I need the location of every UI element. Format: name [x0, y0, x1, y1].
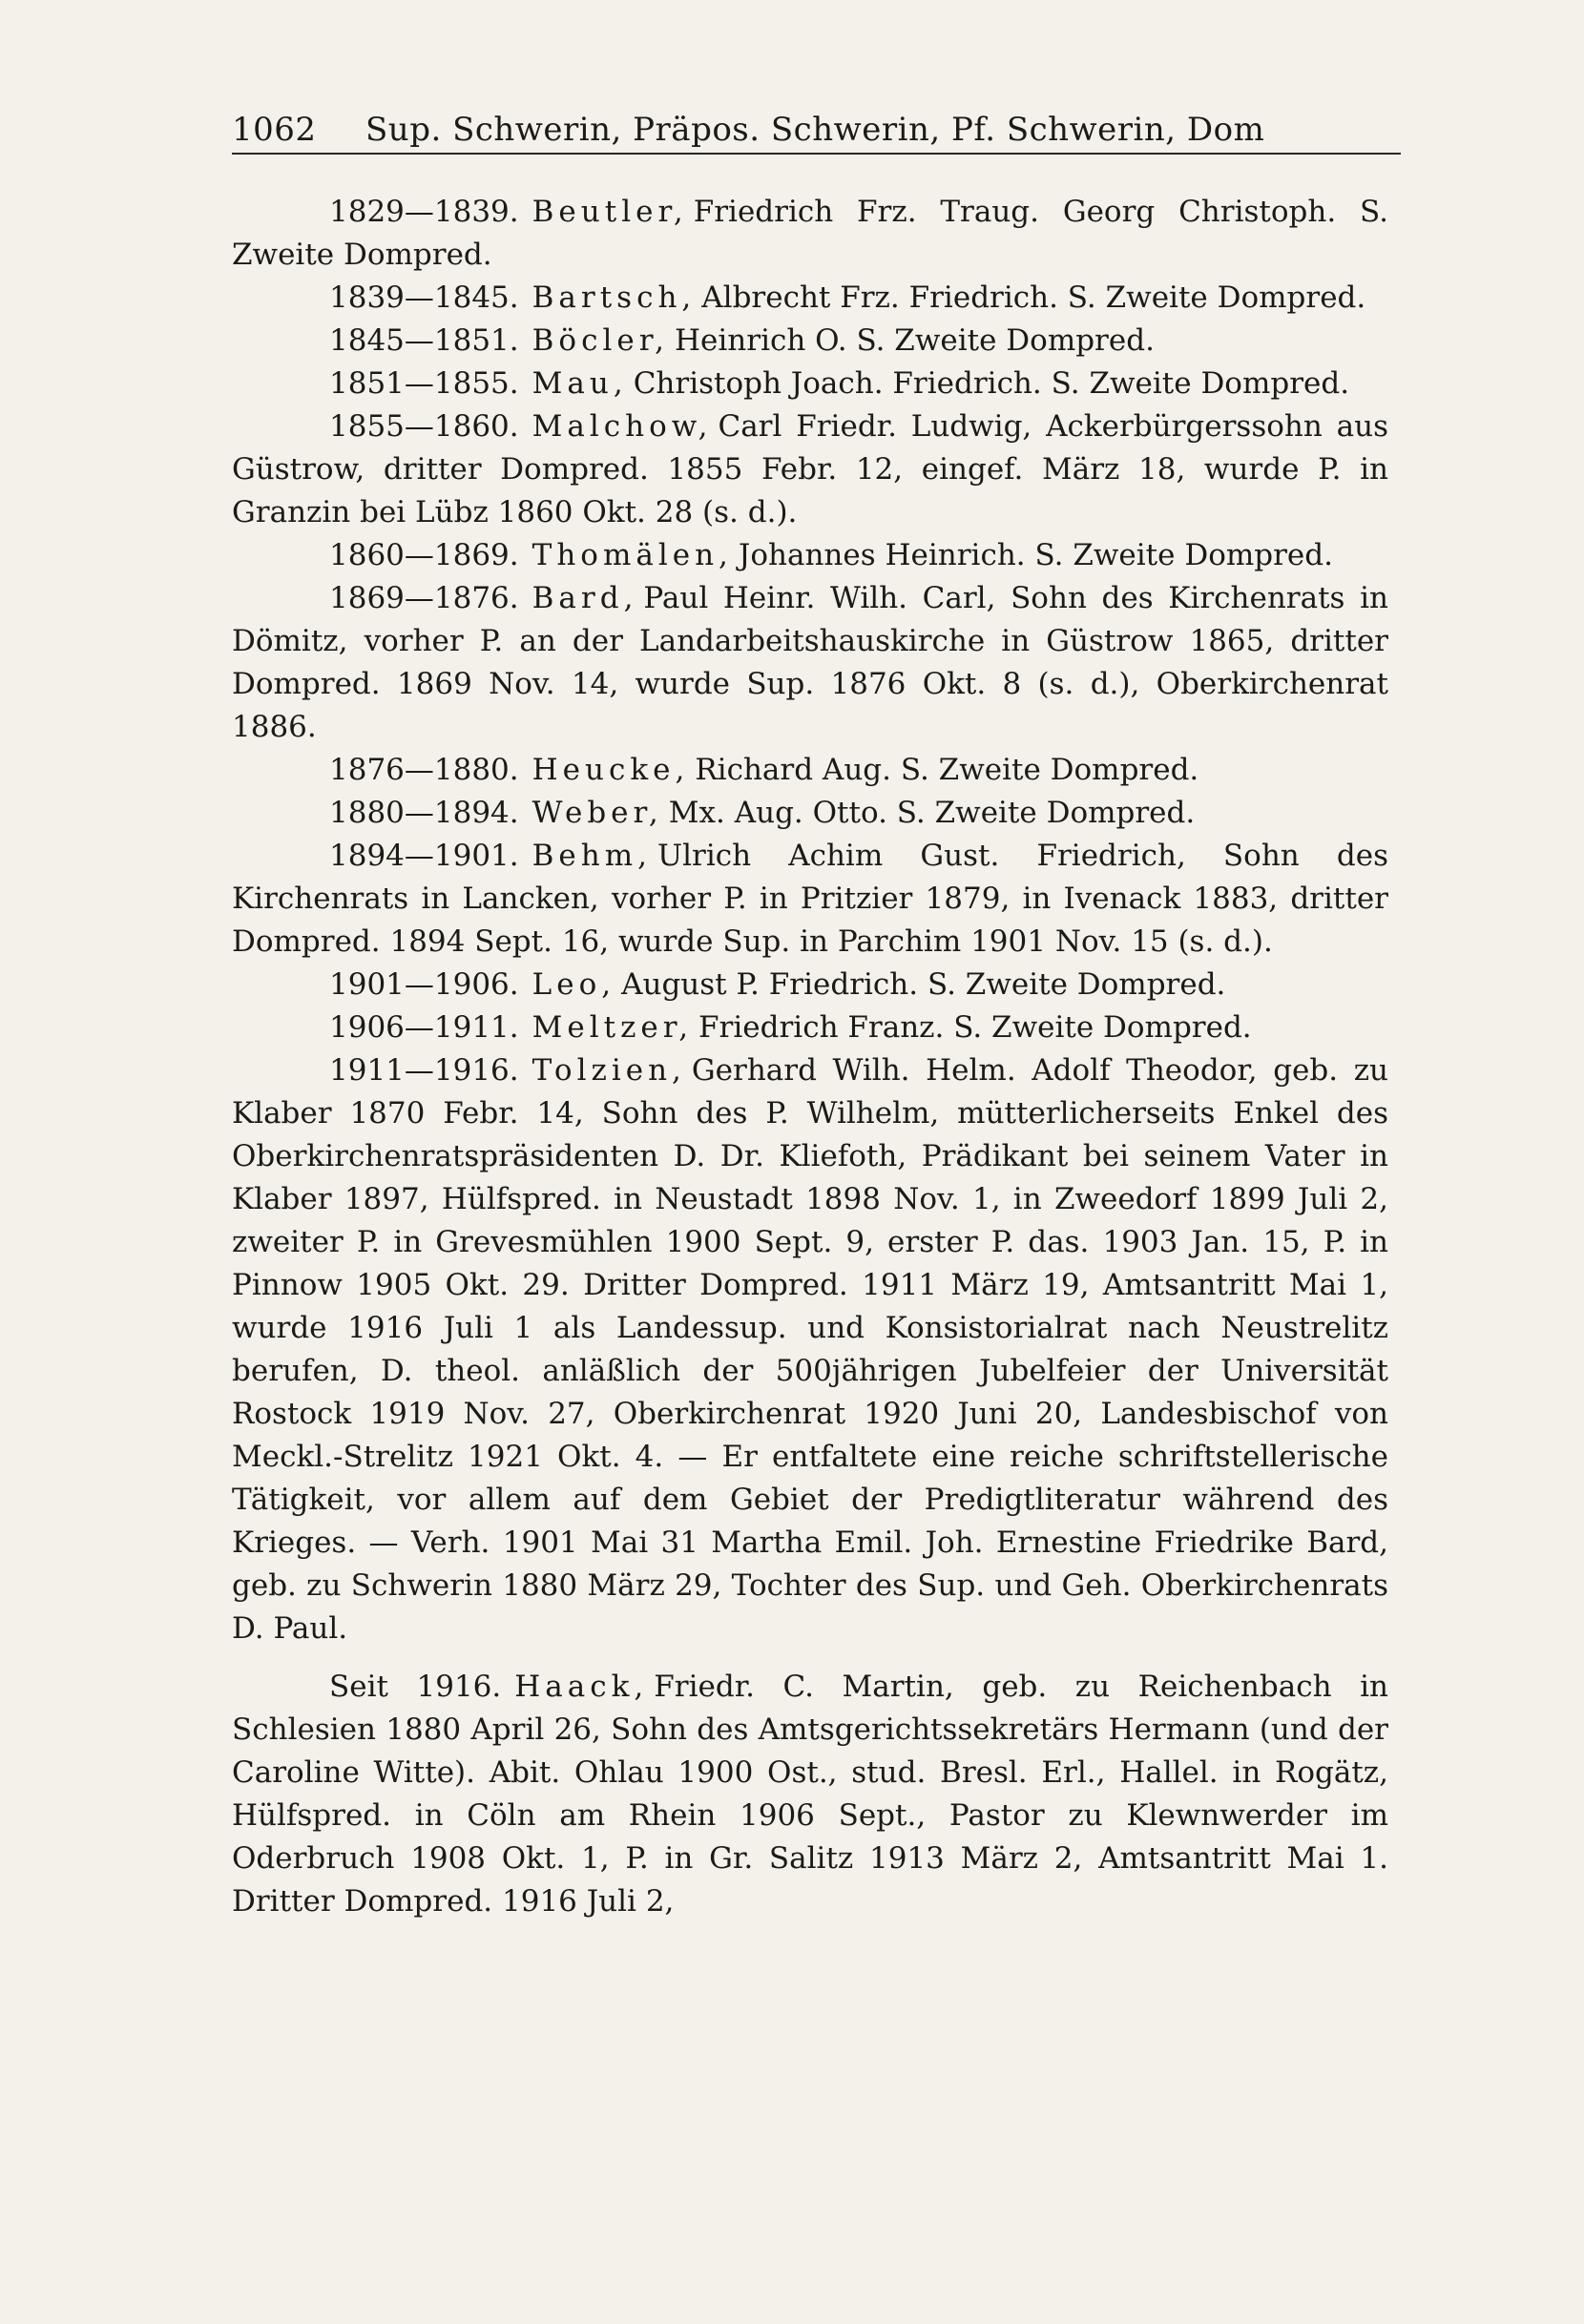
entry-name: Bard,	[531, 581, 638, 615]
entry-name: Meltzer,	[531, 1010, 694, 1045]
entry-text: Paul Heinr. Wilh. Carl, Sohn des Kirchenrats in Dömitz, vorher P. an der Landarbeitshauskirche in Güstrow 1865, dritter Dompred. 1869 Nov. 14, wurde Sup. 1876 Okt. 8 (s. d.), Oberkirchenrat 1886.	[232, 581, 1388, 744]
entry-years: 1876—1880.	[329, 753, 519, 787]
entry-years: 1869—1876.	[329, 581, 519, 615]
running-title: Sup. Schwerin, Präpos. Schwerin, Pf. Schwerin, Dom	[365, 111, 1265, 149]
entry-years: 1851—1855.	[329, 366, 519, 401]
entry-name: Leo,	[531, 967, 616, 1002]
list-item	[232, 405, 1388, 534]
list-item	[232, 1666, 1388, 1923]
entry-years: 1855—1860.	[329, 409, 519, 444]
entry-text: Friedr. C. Martin, geb. zu Reichenbach in Schlesien 1880 April 26, Sohn des Amtsgerichtssekretärs Hermann (und der Caroline Witte). Abit. Ohlau 1900 Ost., stud. Bresl. Erl., Hallel. in Rogätz, Hülfspred. in Cöln am Rhein 1906 Sept., Pastor zu Klewnwerder im Oderbruch 1908 Okt. 1, P. in Gr. Salitz 1913 März 2, Amtsantritt Mai 1. Dritter Dompred. 1916 Juli 2,	[232, 1670, 1388, 1919]
list-item	[232, 191, 1388, 277]
entry-name: Böcler,	[531, 323, 669, 358]
entry-name: Haack,	[514, 1670, 649, 1704]
entry-years: 1906—1911.	[329, 1010, 519, 1045]
entry-text: Richard Aug. S. Zweite Dompred.	[695, 753, 1199, 787]
entry-years: 1901—1906.	[329, 967, 519, 1002]
entry-name: Bartsch,	[531, 280, 697, 315]
list-item	[232, 577, 1388, 749]
running-header	[232, 107, 1401, 155]
list-item	[232, 320, 1388, 363]
list-item	[232, 1006, 1388, 1049]
entry-years: 1894—1901.	[329, 839, 519, 873]
list-item	[232, 277, 1388, 320]
entry-text: Mx. Aug. Otto. S. Zweite Dompred.	[668, 796, 1196, 830]
entry-name: Mau,	[531, 366, 628, 401]
list-item	[232, 792, 1388, 835]
list-item	[232, 964, 1388, 1006]
list-item	[232, 749, 1388, 792]
header-rule	[232, 153, 1401, 155]
entry-name: Behm,	[531, 839, 652, 873]
entry-name: Thomälen,	[531, 538, 733, 572]
entry-list	[232, 191, 1388, 1923]
entry-text: Albrecht Frz. Friedrich. S. Zweite Dompred.	[701, 280, 1366, 315]
entry-name: Malchow,	[531, 409, 713, 444]
entry-text: August P. Friedrich. S. Zweite Dompred.	[621, 967, 1226, 1002]
entry-text: Ulrich Achim Gust. Friedrich, Sohn des Kirchenrats in Lancken, vorher P. in Pritzier 1879, in Ivenack 1883, dritter Dompred. 1894 Sept. 16, wurde Sup. in Parchim 1901 Nov. 15 (s. d.).	[232, 839, 1388, 959]
entry-years: 1860—1869.	[329, 538, 519, 572]
entry-name: Heucke,	[531, 753, 690, 787]
entry-name: Beutler,	[531, 195, 688, 229]
list-item	[232, 835, 1388, 964]
entry-text: Friedrich Frz. Traug. Georg Christoph. S. Zweite Dompred.	[232, 195, 1388, 272]
entry-text: Gerhard Wilh. Helm. Adolf Theodor, geb. zu Klaber 1870 Febr. 14, Sohn des P. Wilhelm, mütterlicherseits Enkel des Oberkirchenratspräsidenten D. Dr. Kliefoth, Prädikant bei seinem Vater in Klaber 1897, Hülfspred. in Neustadt 1898 Nov. 1, in Zweedorf 1899 Juli 2, zweiter P. in Grevesmühlen 1900 Sept. 9, erster P. das. 1903 Jan. 15, P. in Pinnow 1905 Okt. 29. Dritter Dompred. 1911 März 19, Amtsantritt Mai 1, wurde 1916 Juli 1 als Landessup. und Konsistorialrat nach Neustrelitz berufen, D. theol. anläßlich der 500jährigen Jubelfeier der Universität Rostock 1919 Nov. 27, Oberkirchenrat 1920 Juni 20, Landesbischof von Meckl.-Strelitz 1921 Okt. 4. — Er entfaltete eine reiche schriftstellerische Tätigkeit, vor allem auf dem Gebiet der Predigtliteratur während des Krieges. — Verh. 1901 Mai 31 Martha Emil. Joh. Ernestine Friedrike Bard, geb. zu Schwerin 1880 März 29, Tochter des Sup. und Geh. Oberkirchenrats D. Paul.	[232, 1053, 1388, 1646]
page-number: 1062	[232, 111, 317, 149]
entry-text: Heinrich O. S. Zweite Dompred.	[674, 323, 1155, 358]
entry-text: Friedrich Franz. S. Zweite Dompred.	[698, 1010, 1252, 1045]
entry-text: Christoph Joach. Friedrich. S. Zweite Dompred.	[633, 366, 1350, 401]
entry-years: 1845—1851.	[329, 323, 519, 358]
list-item	[232, 363, 1388, 405]
entry-years: 1911—1916.	[329, 1053, 519, 1088]
entry-years: 1880—1894.	[329, 796, 519, 830]
entry-name: Tolzien,	[531, 1053, 686, 1088]
entry-years: 1829—1839.	[329, 195, 519, 229]
entry-text: Carl Friedr. Ludwig, Ackerbürgerssohn aus Güstrow, dritter Dompred. 1855 Febr. 12, eingef. März 18, wurde P. in Granzin bei Lübz 1860 Okt. 28 (s. d.).	[232, 409, 1388, 529]
entry-years: 1839—1845.	[329, 280, 519, 315]
entry-name: Weber,	[531, 796, 663, 830]
list-item	[232, 1049, 1388, 1650]
entry-text: Johannes Heinrich. S. Zweite Dompred.	[738, 538, 1333, 572]
entry-years: Seit 1916.	[329, 1670, 502, 1704]
list-item	[232, 534, 1388, 577]
